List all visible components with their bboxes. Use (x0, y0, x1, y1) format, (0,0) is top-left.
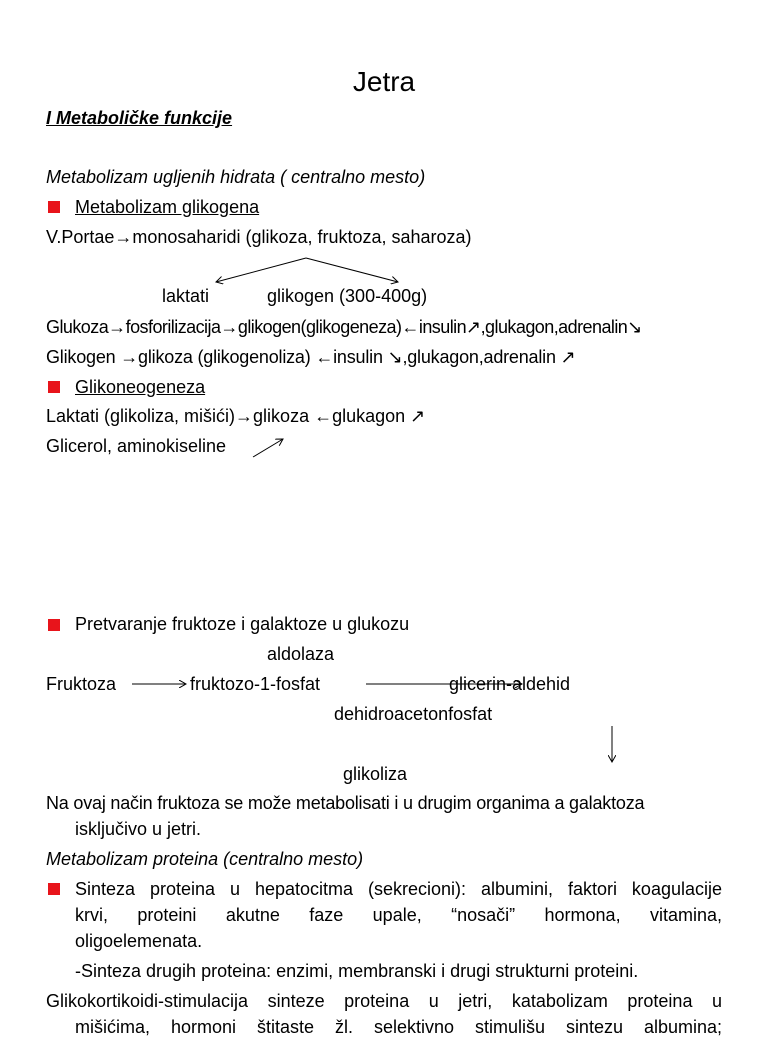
fruktozo-fosfat-label: fruktozo-1-fosfat (190, 674, 321, 694)
glicerin-aldehid-label: glicerin-aldehid (449, 674, 571, 694)
carb-heading: Metabolizam ugljenih hidrata ( centralno mesto) (46, 167, 426, 187)
glikogen-line: Glikogen →glikoza (glikogenoliza) ←insulin ↘,glukagon,adrenalin ↗ (46, 347, 576, 367)
glukoza-line: Glukoza→fosforilizacija→glikogen(glikogeneza)←insulin↗,glukagon,adrenalin↘ (46, 317, 642, 337)
split-arrow-left-icon (216, 258, 306, 282)
glicerol-line: Glicerol, aminokiseline (46, 436, 227, 456)
fruktoza-label: Fruktoza (46, 674, 117, 694)
laktati-label: laktati (162, 286, 210, 306)
page-title: Jetra (352, 66, 416, 97)
gliko-line1: Glikokortikoidi-stimulacija sinteze proteina u jetri, katabolizam proteina u (46, 991, 722, 1011)
gliko-line2: mišićima, hormoni štitaste žl. selektivno stimulišu sintezu albumina; (75, 1017, 722, 1037)
section-heading: I Metaboličke funkcije (46, 108, 233, 128)
dehidroaceton-label: dehidroacetonfosfat (334, 704, 493, 724)
glicerol-arrow-icon (253, 439, 283, 457)
bullet-glycogen: Metabolizam glikogena (75, 197, 260, 217)
split-arrow-right-icon (306, 258, 398, 282)
sinteza-line3: oligoelemenata. (75, 931, 203, 951)
na-ovaj-line1: Na ovaj način fruktoza se može metabolisati i u drugim organima a galaktoza (46, 793, 645, 813)
bullet-pretvaranje: Pretvaranje fruktoze i galaktoze u glukozu (75, 614, 410, 634)
aldolaza-label: aldolaza (267, 644, 335, 664)
laktati-line: Laktati (glikoliza, mišići)→glikoza ←glukagon ↗ (46, 406, 426, 426)
na-ovaj-line2: isključivo u jetri. (75, 819, 202, 839)
glikogen-amount: glikogen (300-400g) (267, 286, 428, 306)
glikoliza-label: glikoliza (343, 764, 408, 784)
bullet-glikoneogeneza: Glikoneogeneza (75, 377, 206, 397)
portae-line: V.Portae→monosaharidi (glikoza, fruktoza, saharoza) (46, 227, 472, 247)
sinteza-line2: krvi, proteini akutne faze upale, “nosači” hormona, vitamina, (75, 905, 722, 925)
sinteza-line1: Sinteza proteina u hepatocitma (sekrecioni): albumini, faktori koagulacije (75, 879, 722, 899)
protein-heading: Metabolizam proteina (centralno mesto) (46, 849, 364, 869)
drugih-line: -Sinteza drugih proteina: enzimi, membranski i drugi strukturni proteini. (75, 961, 639, 981)
